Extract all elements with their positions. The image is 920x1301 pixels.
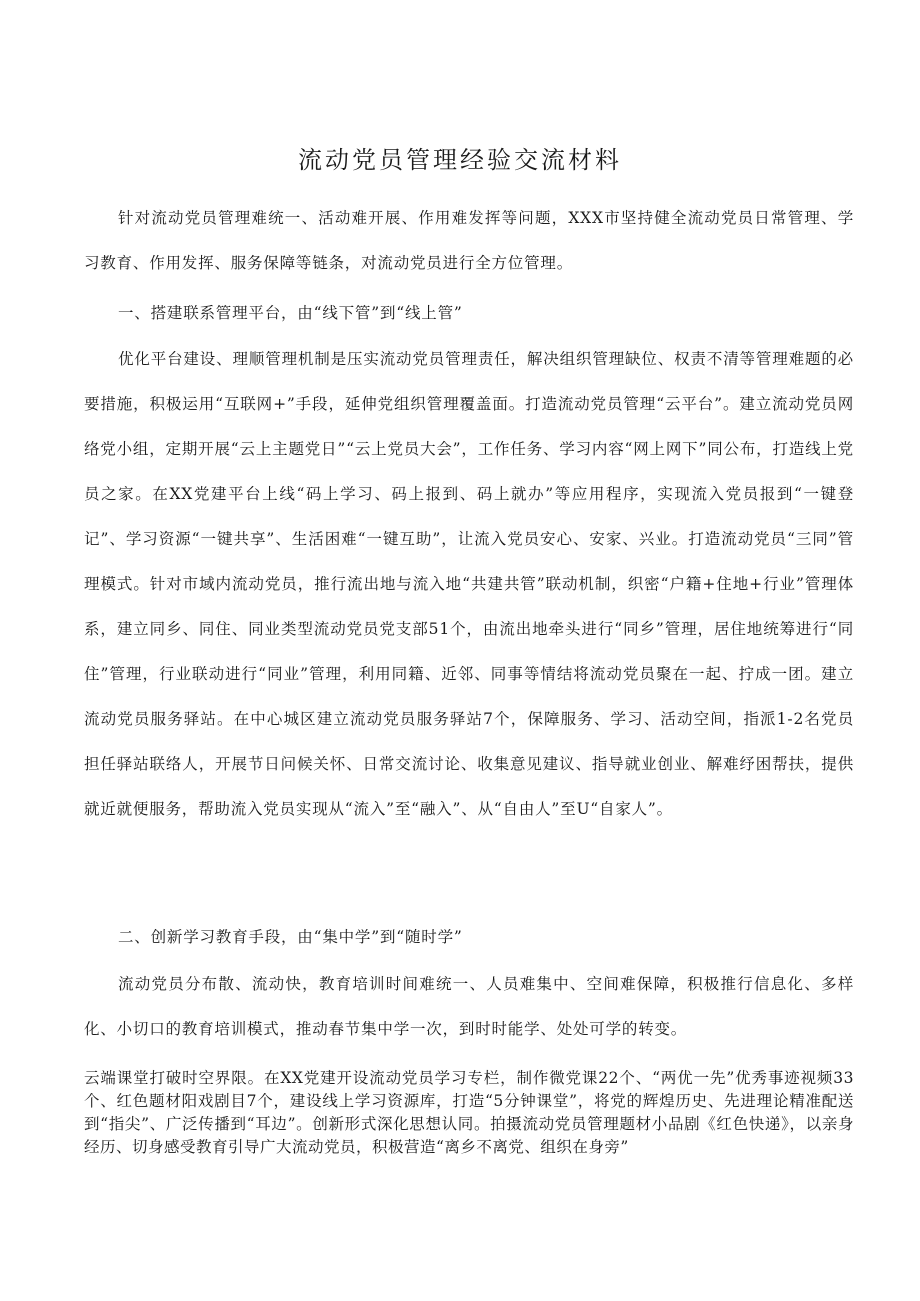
section-heading-1: 一、搭建联系管理平台，由“线下管”到“线上管” [118, 304, 463, 322]
intro-paragraph: 针对流动党员管理难统一、活动难开展、作用难发挥等问题，XXX市坚持健全流动党员日常管理、学习教育、作用发挥、服务保障等链条，对流动党员进行全方位管理。 [84, 209, 854, 272]
section-body-1: 优化平台建设、理顺管理机制是压实流动党员管理责任，解决组织管理缺位、权责不清等管理难题的必要措施，积极运用“互联网+”手段，延伸党组织管理覆盖面。打造流动党员管理“云平台”。建立流动党员网络党小组，定期开展“云上主题党日”“云上党员大会”，工作任务、学习内容“网上网下”同公布，打造线上党员之家。在XX党建平台上线“码上学习、码上报到、码上就办”等应用程序，实现流入党员报到“一键登记”、学习资源“一键共享”、生活困难“一键互助”，让流入党员安心、安家、兴业。打造流动党员“三同”管理模式。针对市域内流动党员，推行流出地与流入地“共建共管”联动机制，织密“户籍+住地+行业”管理体系，建立同乡、同住、同业类型流动党员党支部51个，由流出地牵头进行“同乡”管理，居住地统筹进行“同住”管理，行业联动进行“同业”管理，利用同籍、近邻、同事等情结将流动党员聚在一起、拧成一团。建立流动党员服务驿站。在中心城区建立流动党员服务驿站7个，保障服务、学习、活动空间，指派1-2名党员担任驿站联络人，开展节日问候关怀、日常交流讨论、收集意见建议、指导就业创业、解难纾困帮扶，提供就近就便服务，帮助流入党员实现从“流入”至“融入”、从“自由人”至U“自家人”。 [84, 350, 854, 818]
section-body-2-continuation: 云端课堂打破时空界限。在XX党建开设流动党员学习专栏，制作微党课22个、“两优一先”优秀事迹视频33个、红色题材阳戏剧目7个，建设线上学习资源库，打造“5分钟课堂”，将党的辉煌历史、先进理论精准配送到“指尖”、广泛传播到“耳边”。创新形式深化思想认同。拍摄流动党员管理题材小品剧《红色快递》，以亲身经历、切身感受教育引导广大流动党员，积极营造“离乡不离党、组织在身旁” [84, 1069, 854, 1156]
section-heading-2: 二、创新学习教育手段，由“集中学”到“随时学” [118, 928, 463, 946]
section-body-2: 流动党员分布散、流动快，教育培训时间难统一、人员难集中、空间难保障，积极推行信息化、多样化、小切口的教育培训模式，推动春节集中学一次，到时时能学、处处可学的转变。 [84, 975, 854, 1038]
document-title: 流动党员管理经验交流材料 [298, 146, 622, 174]
